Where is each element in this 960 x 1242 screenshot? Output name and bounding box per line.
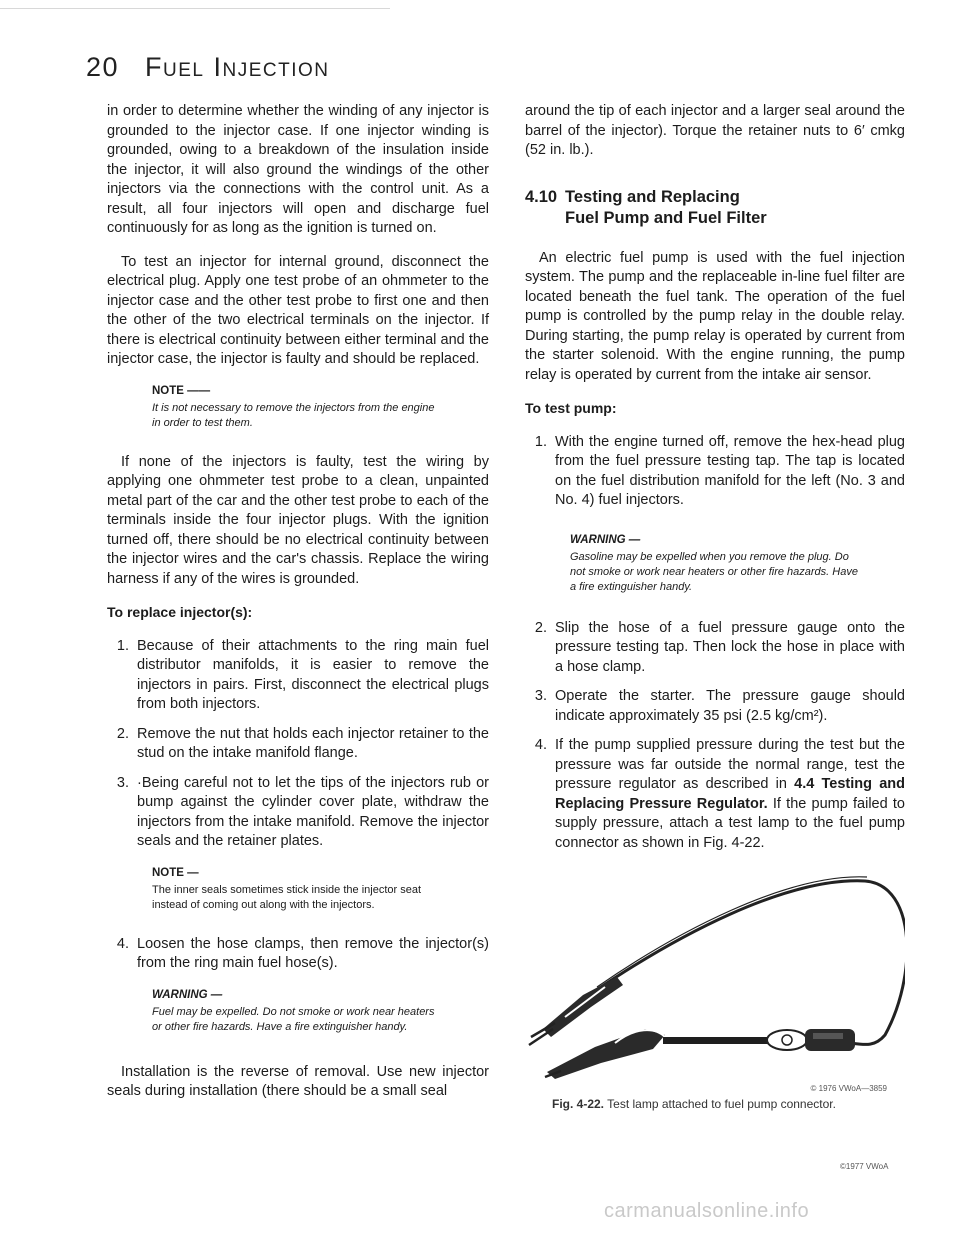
note-box [152,384,442,431]
left-column [107,102,489,1116]
page-number: 20 [86,52,120,82]
list-item [525,619,905,678]
step-text: With the engine turned off, remove the hex-head plug from the fuel pressure testing tap. The tap is located on the fuel distribution manifold for the left (No. 3 and No. 4) fuel injectors. [555,433,905,508]
site-watermark: carmanualsonline.info [604,1200,810,1222]
step-text: Loosen the hose clamps, then remove the injector(s) from the ring main fuel hose(s). [137,935,489,971]
step-list [525,433,905,511]
figure-caption [552,1095,836,1115]
step-text-part: If the pump failed to supply pressure, attach a test lamp to the fuel pump connector as shown in Fig. 4-22. [555,795,905,851]
warning-box [570,533,860,595]
right-column [525,102,905,1127]
step-list [107,935,489,974]
section-title-line2: Fuel Pump and Fuel Filter [565,208,767,227]
figure-caption-text: Test lamp attached to fuel pump connector. [607,1097,836,1111]
step-number: 3. [534,688,547,704]
step-text-part: If the pump supplied pressure during the test but the pressure was far outside the normal range, test the pressure regulator as described in [555,737,905,792]
step-number: 1. [116,637,129,654]
note-text: It is not necessary to remove the injectors from the engine in order to test them. [152,401,435,429]
section-number: 4.10 [525,187,558,206]
step-number: 2. [534,619,547,636]
section-heading [525,187,905,229]
warning-label: WARNING — [570,533,641,546]
subheading: To test pump: [525,400,617,416]
wire-loop [595,881,905,1045]
step-list [107,637,489,852]
step-list [525,619,905,854]
page-copyright: ©1977 VWoA [840,1162,889,1171]
test-lamp [545,1029,855,1079]
step-text: Remove the nut that holds each injector retainer to the stud on the intake manifold flange. [137,725,489,761]
page-header [86,52,330,83]
step-text: Operate the starter. The pressure gauge should indicate approximately 35 psi (2.5 kg/cm²). [555,688,905,724]
step-text: ·Being careful not to let the tips of the injectors rub or bump against the cylinder cover plate, withdraw the injectors from the intake manifold. Remove the injector seals and the retainer plates. [137,774,489,849]
list-item [107,637,489,715]
paragraph: in order to determine whether the winding of any injector is grounded to the injector case. If one injector winding is grounded, owing to a breakdown of the insulation inside the injector, it will also ground the windings of the other injectors via the connections with the control unit. As a result, all four injectors will open and discharge fuel continuously for as long as the ignition is turned on. [107,103,489,236]
warning-label: WARNING — [152,988,223,1001]
list-item [525,687,905,726]
step-number: 4. [116,935,129,952]
step-text [555,736,905,853]
list-item [107,935,489,974]
warning-box [152,988,442,1035]
paragraph: If none of the injectors is faulty, test the wiring by applying one ohmmeter test probe to a clean, unpainted metal part of the car and the other test probe to each of the terminals inside the four injector plugs. With the ignition turned off, there should be no electrical continuity between the injector wires and the car's chassis. Replace the wiring harness if any of the wires is grounded. [107,453,489,587]
step-text: Slip the hose of a fuel pressure gauge onto the pressure testing tap. Then lock the hose in place with a hose clamp. [555,619,905,675]
cross-reference: 4.4 Testing and Replacing Pressure Regulator. [555,776,905,812]
note-label: NOTE — [152,866,199,879]
paragraph: To test an injector for internal ground, disconnect the electrical plug. Apply one test probe of an ohmmeter to the injector case and the other test probe to first one and then the other of the two electrical terminals on the injector. If there is electrical continuity between either terminal and the injector case, the injector is faulty and should be replaced. [107,253,489,367]
list-item [525,736,905,853]
section-title-line1: Testing and Replacing [565,187,740,206]
note-label: NOTE —— [152,384,211,397]
paragraph: around the tip of each injector and a larger seal around the barrel of the injector). Torque the retainer nuts to 6′ cmkg (52 in. lb.). [525,103,905,158]
figure-copyright: © 1976 VWoA—3859 [810,1084,887,1093]
upper-clip [529,977,623,1045]
subheading: To replace injector(s): [107,604,253,620]
warning-text: Fuel may be expelled. Do not smoke or work near heaters or other fire hazards. Have a fire extinguisher handy. [152,1005,435,1033]
note-text: The inner seals sometimes stick inside the injector seat instead of coming out along with the injectors. [152,883,422,911]
list-item [107,774,489,852]
figure-test-lamp [525,867,905,1127]
list-item [525,433,905,511]
step-text: Because of their attachments to the ring main fuel distributor manifolds, it is easier to remove the injectors in pairs. First, disconnect the electrical plugs from both injectors. [137,637,489,712]
list-item [107,725,489,764]
warning-text: Gasoline may be expelled when you remove the plug. Do not smoke or work near heaters or other fire hazards. Have a fire extinguisher handy. [570,550,858,593]
note-box [152,866,442,913]
figure-label: Fig. 4-22. [552,1097,605,1111]
chapter-title: Fuel Injection [145,52,330,82]
paragraph: An electric fuel pump is used with the fuel injection system. The pump and the replaceable in-line fuel filter are located beneath the fuel tank. The operation of the fuel pump is controlled by the pump relay in the double relay. During starting, the pump relay is operated by current from the starter solenoid. With the engine running, the pump relay is operated by current from the intake air sensor. [525,249,905,383]
paragraph: Installation is the reverse of removal. Use new injector seals during installation (there should be a small seal [107,1063,489,1099]
step-number: 1. [534,433,547,450]
step-number: 4. [534,737,547,753]
test-lamp-illustration [525,867,905,1087]
step-number: 2. [116,725,129,742]
step-number: 3. [116,774,129,791]
top-rule [0,8,390,9]
